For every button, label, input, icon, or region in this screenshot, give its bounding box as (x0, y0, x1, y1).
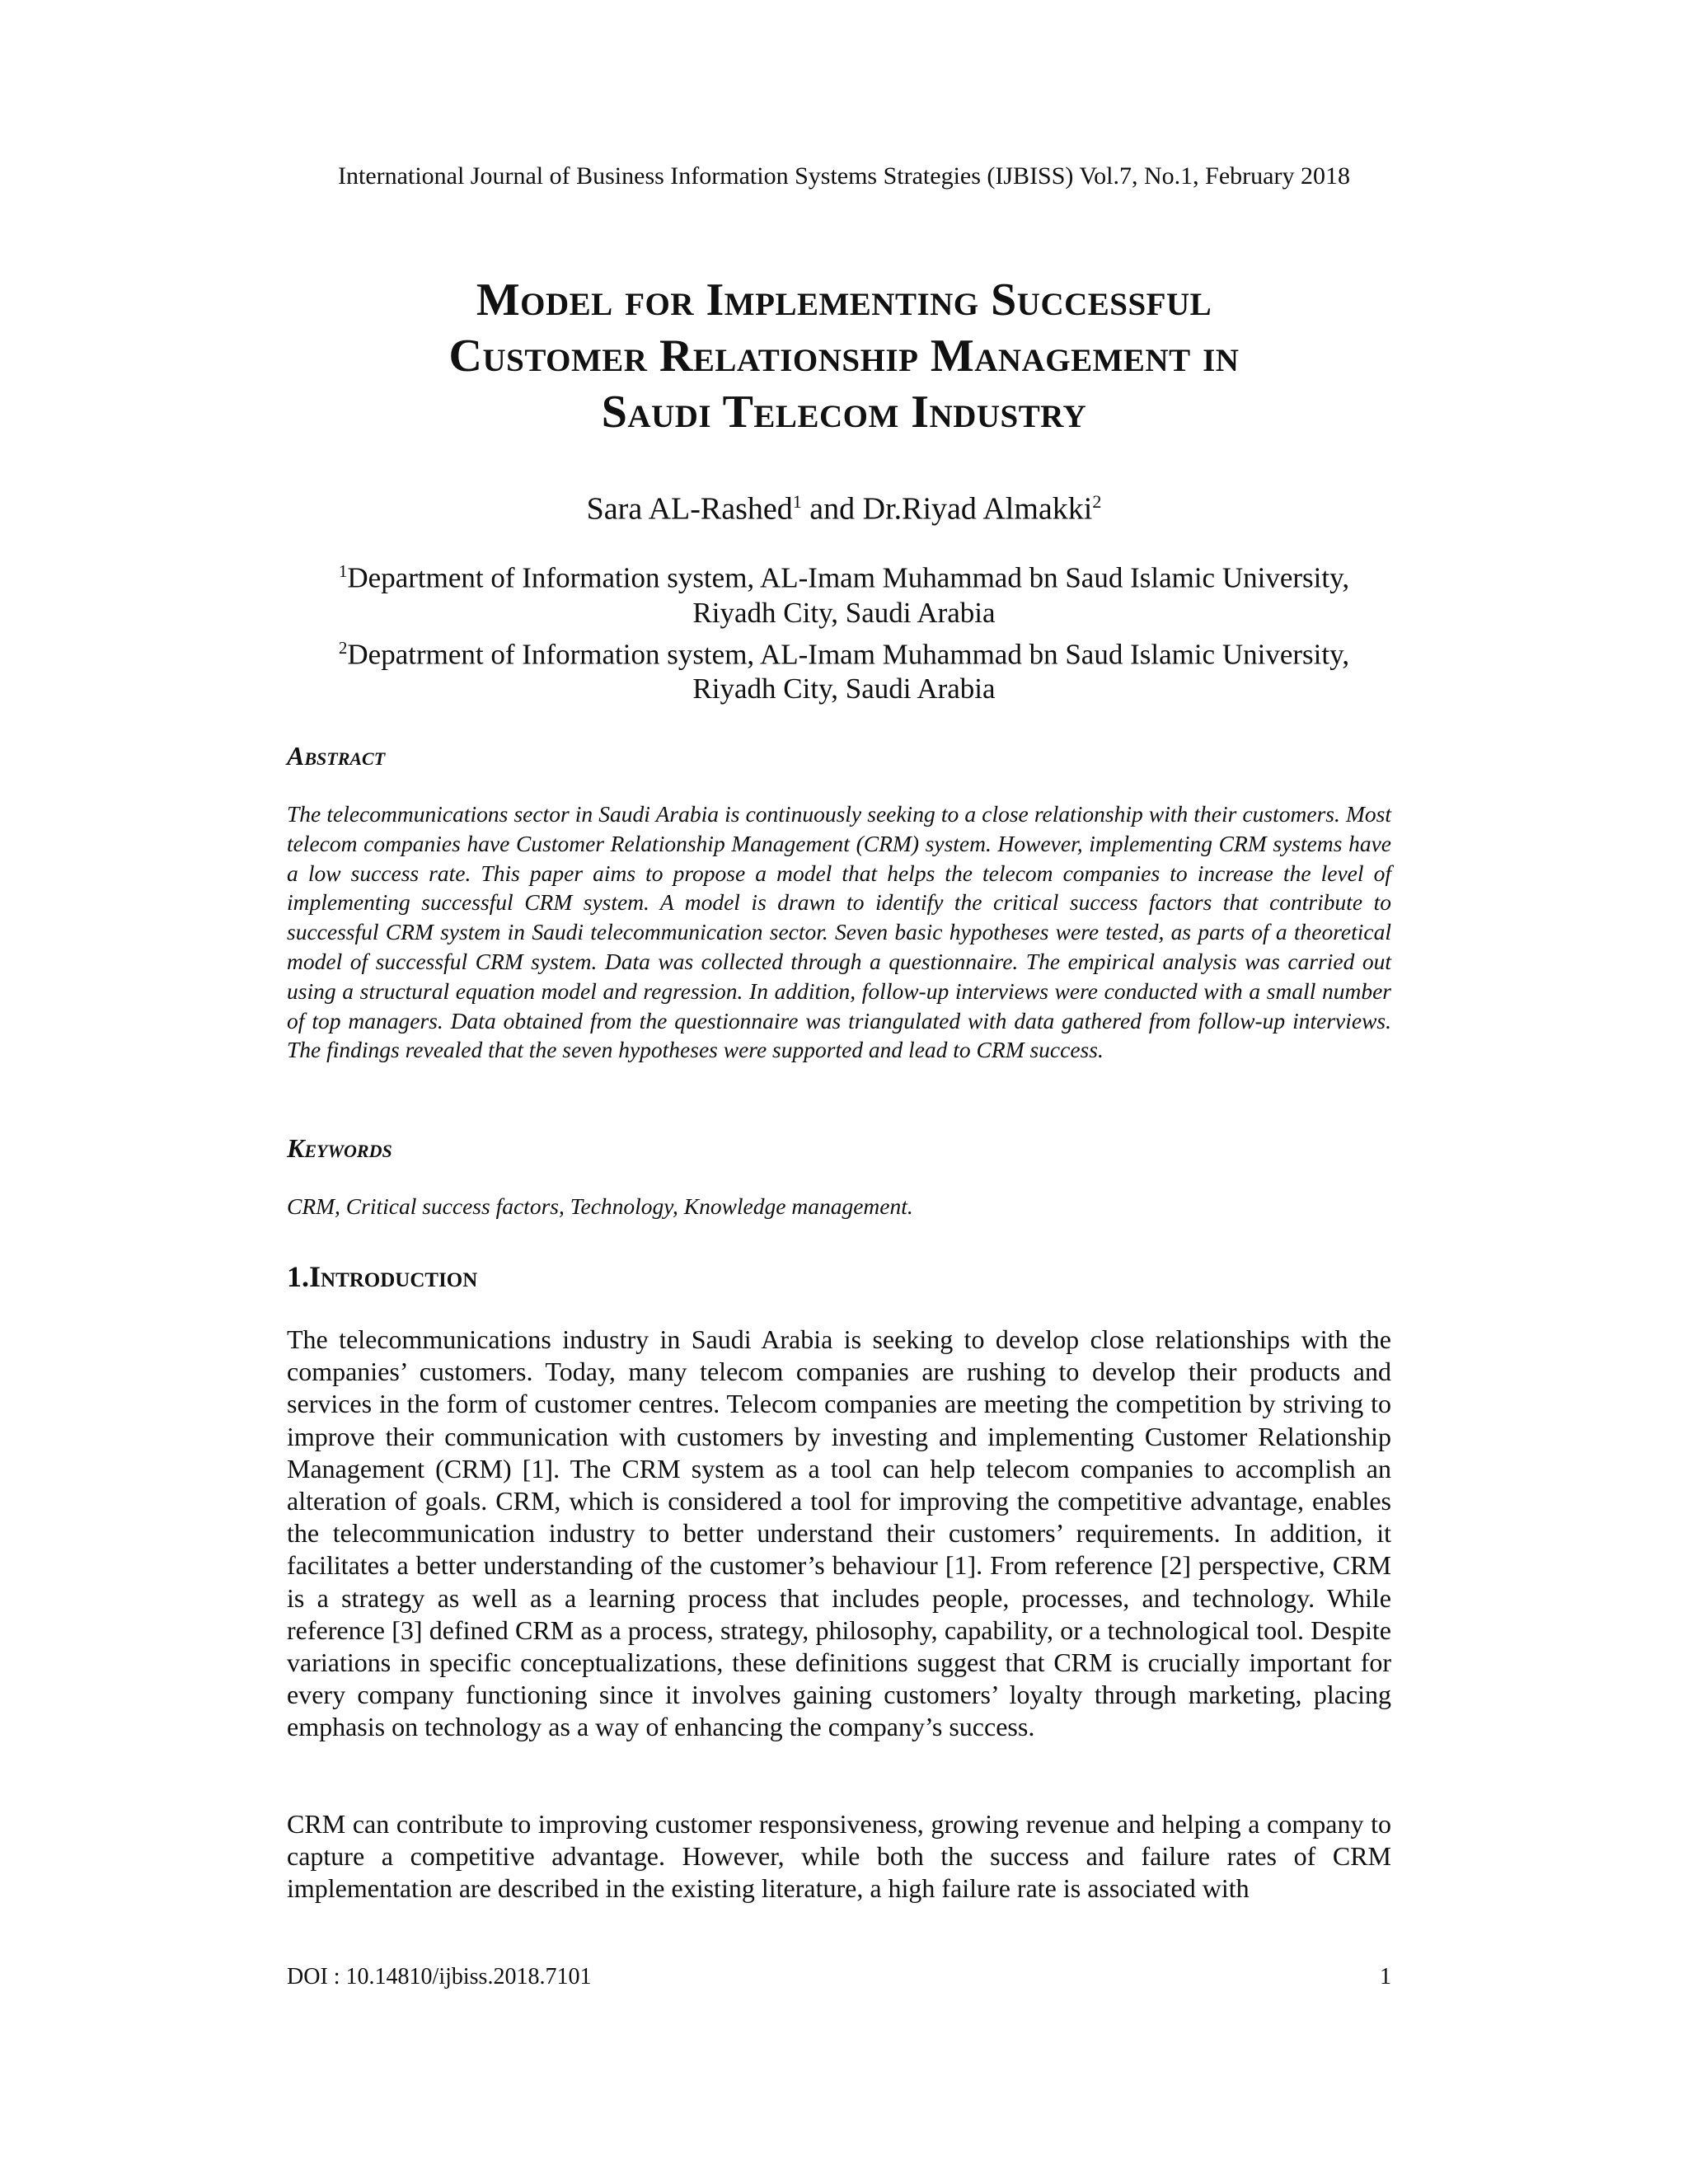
author-name: Sara AL-Rashed (586, 491, 793, 527)
author-affiliation-mark: 2 (1092, 491, 1102, 512)
author-name: Dr.Riyad Almakki (862, 491, 1093, 527)
title-line: Model for Implementing Successful (476, 274, 1212, 326)
introduction-heading: 1.Introduction (287, 1260, 478, 1293)
doi-footer: DOI : 10.14810/ijbiss.2018.7101 (287, 1964, 592, 1990)
running-header: International Journal of Business Information Systems Strategies (IJBISS) Vol.7, No.1, February 2018 (338, 162, 1350, 190)
abstract-text: The telecommunications sector in Saudi Arabia is continuously seeking to a close relationship with their customers. Most telecom companies have Customer Relationship Management (CRM) system. However, implementing CRM systems have a low success rate. This paper aims to propose a model that helps the telecom companies to increase the level of implementing successful CRM system. A model is drawn to identify the critical success factors that contribute to successful CRM system in Saudi telecommunication sector. Seven basic hypotheses were tested, as parts of a theoretical model of successful CRM system. Data was collected through a questionnaire. The empirical analysis was carried out using a structural equation model and regression. In addition, follow-up interviews were conducted with a small number of top managers. Data obtained from the questionnaire was triangulated with data gathered from follow-up interviews. The findings revealed that the seven hypotheses were supported and lead to CRM success. (287, 801, 1391, 1063)
affiliation-mark: 1 (338, 561, 348, 581)
author-list (0, 483, 1688, 528)
affiliation-line (247, 630, 1441, 673)
affiliation-text: Depatrment of Information system, AL-Imam Muhammad bn Saud Islamic University, (347, 638, 1350, 671)
affiliations (247, 554, 1441, 706)
affiliation-text: Department of Information system, AL-Imam Muhammad bn Saud Islamic University, (347, 561, 1350, 594)
affiliation-line: Riyadh City, Saudi Arabia (692, 673, 996, 705)
affiliation-line (247, 554, 1441, 596)
page-number: 1 (1380, 1964, 1391, 1990)
keywords-heading: Keywords (287, 1133, 392, 1163)
paper-title (231, 272, 1457, 440)
title-line: Saudi Telecom Industry (601, 387, 1087, 438)
affiliation-mark: 2 (338, 637, 348, 658)
body-paragraph: CRM can contribute to improving customer responsiveness, growing revenue and helping a company to capture a competitive advantage. However, while both the success and failure rates of CRM implementation are described in the existing literature, a high failure rate is associated with (287, 1809, 1391, 1904)
body-paragraph: The telecommunications industry in Saudi Arabia is seeking to develop close relationships with the companies’ customers. Today, many telecom companies are rushing to develop their products and services in the form of customer centres. Telecom companies are meeting the competition by striving to improve their communication with customers by investing and implementing Customer Relationship Management (CRM) [1]. The CRM system as a tool can help telecom companies to accomplish an alteration of goals. CRM, which is considered a tool for improving the competitive advantage, enables the telecommunication industry to better understand their customers’ requirements. In addition, it facilitates a better understanding of the customer’s behaviour [1]. From reference [2] perspective, CRM is a strategy as well as a learning process that includes people, processes, and technology. While reference [3] defined CRM as a process, strategy, philosophy, capability, or a technological tool. Despite variations in specific conceptualizations, these definitions suggest that CRM is crucially important for every company functioning since it involves gaining customers’ loyalty through marketing, placing emphasis on technology as a way of enhancing the company’s success. (287, 1324, 1391, 1742)
affiliation-line: Riyadh City, Saudi Arabia (692, 596, 996, 629)
author-conjunction: and (801, 491, 863, 527)
keywords-text: CRM, Critical success factors, Technology, Knowledge management. (287, 1193, 913, 1219)
author-affiliation-mark: 1 (792, 491, 802, 512)
title-line: Customer Relationship Management in (448, 330, 1240, 382)
abstract-heading: Abstract (287, 741, 386, 771)
